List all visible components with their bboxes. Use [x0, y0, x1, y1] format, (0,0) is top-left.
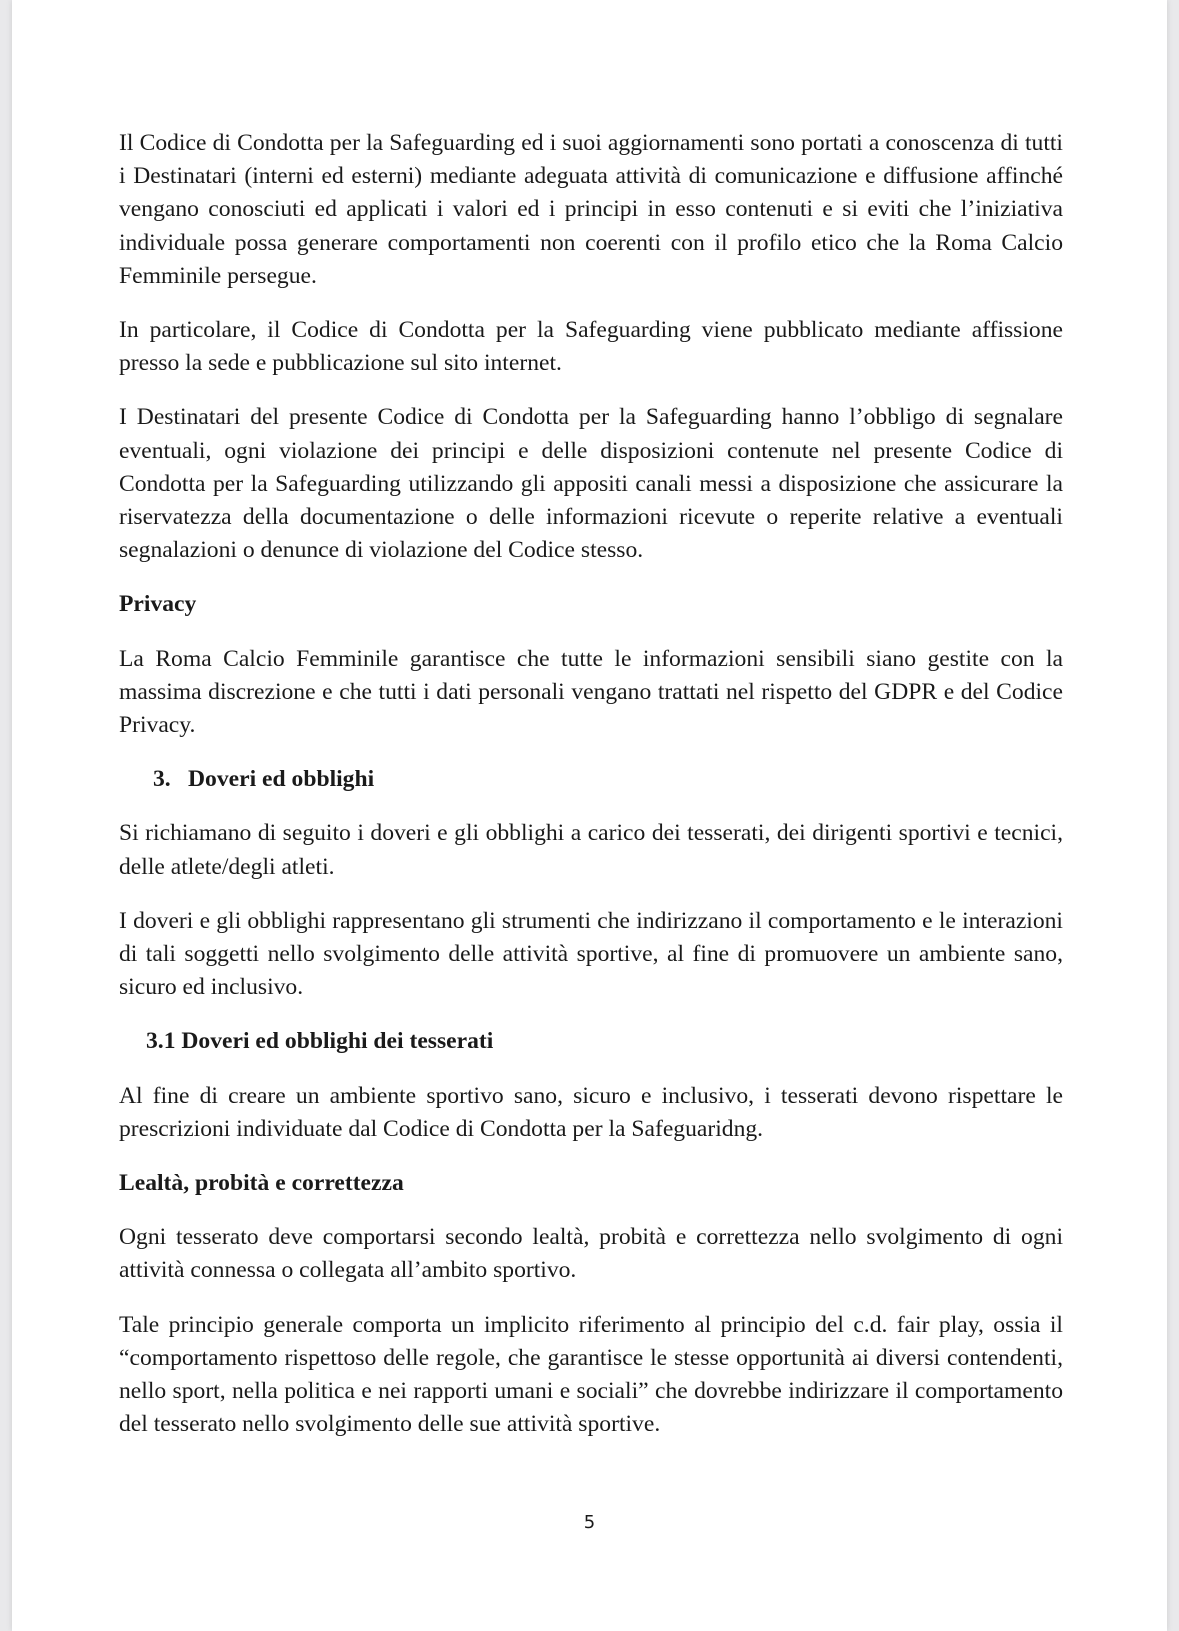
paragraph-reporting-obligation: I Destinatari del presente Codice di Condotta per la Safeguarding hanno l’obbligo di segnalare eventuali, ogni violazione dei principi e delle disposizioni contenute nel presente Codice di Condotta per la Safeguarding utilizzando gli appositi canali messi a disposizione che assicurare la riservatezza della documentazione o delle informazioni ricevute o reperite relative a eventuali segnalazioni o denunce di violazione del Codice stesso. [119, 404, 1063, 564]
section-number: 3. [153, 766, 171, 793]
subsection-heading-tesserati: 3.1 Doveri ed obblighi dei tesserati [146, 1028, 494, 1055]
document-page [12, 0, 1167, 1631]
paragraph-tesserati: Al fine di creare un ambiente sportivo sano, sicuro e inclusivo, i tesserati devono rispettare le prescrizioni individuate dal Codice di Condotta per la Safeguaridng. [119, 1082, 1063, 1142]
paragraph-lealta: Ogni tesserato deve comportarsi secondo lealtà, probità e correttezza nello svolgimento di ogni attività connessa o collegata all’ambito sportivo. [119, 1224, 1063, 1284]
section-heading-doveri [119, 763, 1063, 796]
paragraph-dissemination: Il Codice di Condotta per la Safeguarding ed i suoi aggiornamenti sono portati a conoscenza di tutti i Destinatari (interni ed esterni) mediante adeguata attività di comunicazione e diffusione affinché vengano conosciuti ed applicati i valori ed i principi in esso contenuti e si eviti che l’iniziativa individuale possa generare comportamenti non coerenti con il profilo etico che la Roma Calcio Femminile persegue. [119, 130, 1063, 289]
paragraph-doveri-purpose: I doveri e gli obblighi rappresentano gli strumenti che indirizzano il comportamento e le interazioni di tali soggetti nello svolgimento delle attività sportive, al fine di promuovere un ambiente sano, sicuro ed inclusivo. [119, 907, 1063, 1001]
page-number: 5 [583, 1512, 596, 1533]
paragraph-fair-play: Tale principio generale comporta un implicito riferimento al principio del c.d. fair play, ossia il “comportamento rispettoso delle regole, che garantisce le stesse opportunità ai diversi contendenti, nello sport, nella politica e nei rapporti umani e sociali” che dovrebbe indirizzare il comportamento del tesserato nello svolgimento delle sue attività sportive. [119, 1311, 1063, 1438]
heading-lealta: Lealtà, probità e correttezza [119, 1170, 404, 1197]
section-title: Doveri ed obblighi [188, 766, 375, 793]
paragraph-privacy: La Roma Calcio Femminile garantisce che tutte le informazioni sensibili siano gestite con la massima discrezione e che tutti i dati personali vengano trattati nel rispetto del GDPR e del Codice Privacy. [119, 645, 1063, 739]
paragraph-doveri-intro: Si richiamano di seguito i doveri e gli obblighi a carico dei tesserati, dei dirigenti sportivi e tecnici, delle atlete/degli atleti. [119, 820, 1063, 880]
heading-privacy: Privacy [119, 591, 197, 618]
paragraph-publication: In particolare, il Codice di Condotta per la Safeguarding viene pubblicato mediante affissione presso la sede e pubblicazione sul sito internet. [119, 317, 1063, 377]
page-body [119, 127, 1063, 1463]
